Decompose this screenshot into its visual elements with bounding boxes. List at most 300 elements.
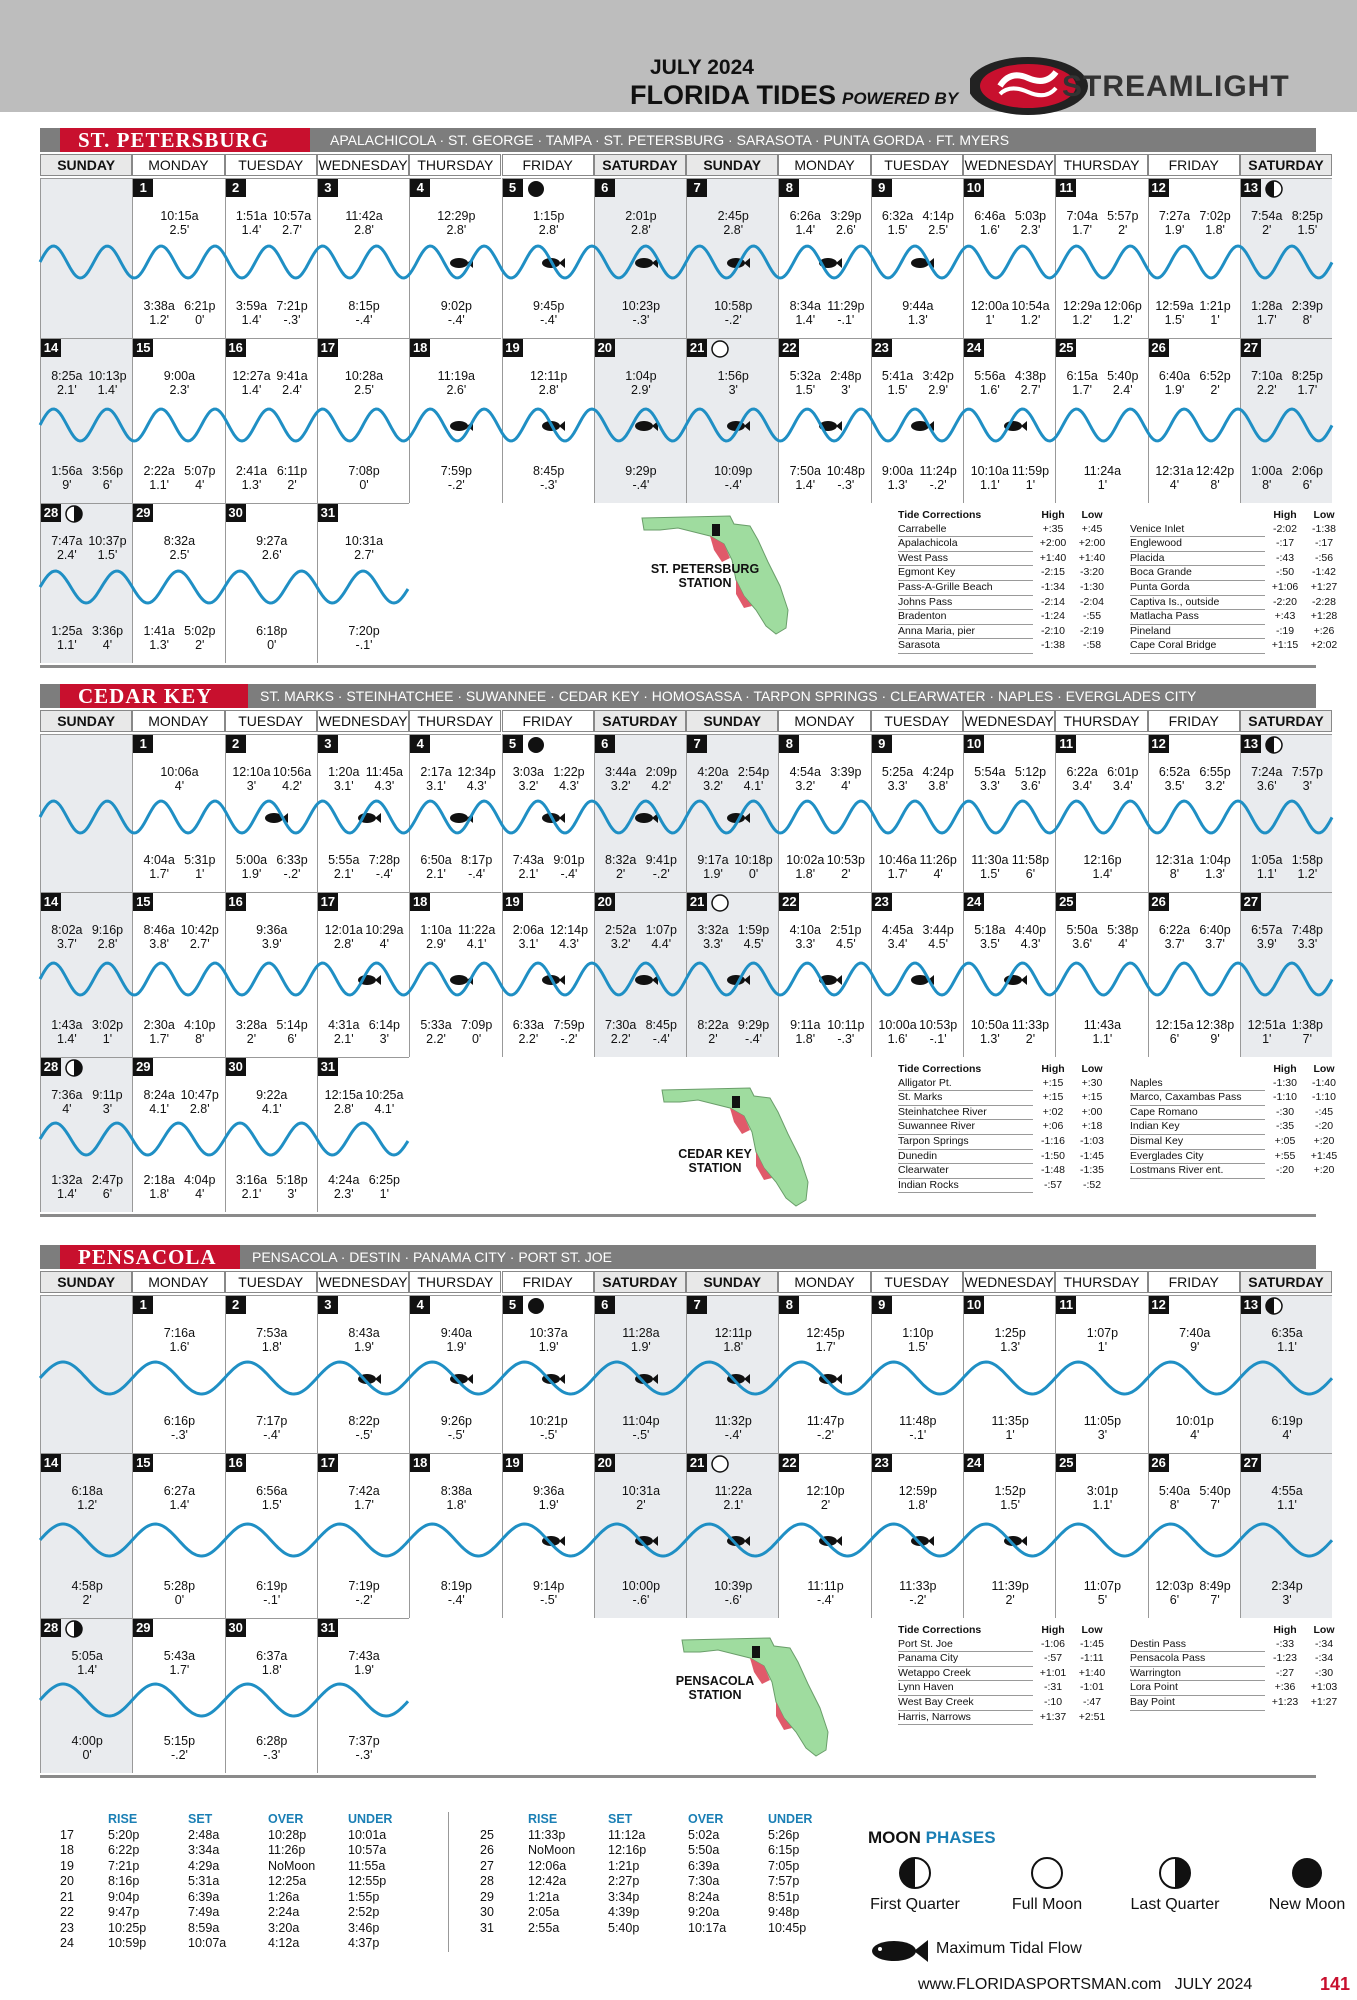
day-number: 8 [779, 1296, 799, 1314]
section-divider [40, 1775, 1316, 1778]
high-tide-height: 2.9' [631, 383, 651, 397]
high-correction: High [1041, 509, 1065, 521]
high-tide-value: 1:10p [902, 1326, 934, 1340]
low-tide-value: 7:09p [461, 1018, 493, 1032]
high-tide-value: 10:28a [344, 369, 384, 383]
corrections-table-right [1130, 1624, 1343, 1711]
moon-time: 10:07a [188, 1936, 227, 1950]
day-number: 29 [133, 504, 153, 522]
low-tide-height: 1.2' [1072, 313, 1093, 327]
low-correction: -1:45 [1080, 1637, 1104, 1650]
day-header: WEDNESDAY [317, 1271, 409, 1293]
moon-header-rise: RISE [108, 1812, 138, 1826]
high-tide-value: 2:54p [737, 765, 770, 779]
high-tide-value: 6:27a [163, 1484, 196, 1498]
high-correction: -1:24 [1041, 610, 1065, 623]
high-tide-height: 1.7' [169, 1663, 190, 1677]
high-tide-value: 7:48p [1291, 923, 1323, 937]
corrections-row [898, 581, 1111, 596]
day-number: 5 [503, 179, 523, 197]
location-name: Bay Point [1130, 1696, 1265, 1711]
moon-time: 5:26p [768, 1827, 800, 1842]
high-tide-value: 12:27a [232, 369, 271, 383]
low-correction: -:58 [1082, 639, 1102, 652]
low-tide-value: 7:19p [348, 1579, 380, 1593]
low-tide-height: 1.2' [1020, 313, 1041, 327]
tide-curve [40, 1348, 1332, 1408]
high-tide-value: 10:31a [621, 1484, 661, 1498]
moon-date: 20 [60, 1874, 74, 1888]
high-correction: High [1273, 1624, 1297, 1636]
station-label-line: CEDAR KEY [678, 1147, 752, 1161]
day-number: 15 [133, 339, 153, 357]
day-header: THURSDAY [1055, 154, 1147, 176]
low-tide-height: -.5' [540, 1593, 558, 1607]
corrections-table-left [898, 509, 1111, 654]
low-tide-value: 9:44a [902, 299, 934, 313]
corrections-row [898, 1696, 1111, 1711]
low-tide-height: 1.7' [887, 867, 908, 881]
high-tide-value: 2:51p [830, 923, 862, 937]
moon-time: 10:01a [348, 1827, 387, 1842]
high-tide-height: 2.3' [1020, 223, 1041, 237]
low-tide-height: 8' [1262, 478, 1272, 492]
high-tide-height: 3.3' [887, 779, 908, 793]
moon-time: 4:39p [608, 1905, 640, 1919]
low-tide-height: 3' [1097, 1428, 1108, 1442]
location-name: Port St. Joe [898, 1638, 1033, 1653]
tide-curve [40, 949, 1332, 1009]
high-tide-value: 10:37a [529, 1326, 568, 1340]
high-tide-height: 3' [728, 383, 738, 397]
moon-time: 5:31a [188, 1874, 220, 1888]
low-tide-value: 12:16p [1083, 853, 1122, 867]
low-tide-height: 1.4' [56, 1187, 77, 1201]
high-tide-value: 5:32a [789, 369, 821, 383]
day-number: 14 [41, 1454, 61, 1472]
low-tide-value: 10:02a [786, 853, 825, 867]
location-name: St. Marks [898, 1091, 1033, 1106]
low-tide-height: 0' [267, 638, 277, 652]
corrections-row [898, 1667, 1111, 1682]
low-tide-value: 8:45p [645, 1018, 677, 1032]
day-number: 1 [133, 735, 153, 753]
high-tide-height: 3.9' [261, 937, 282, 951]
low-correction: -:55 [1082, 610, 1102, 623]
high-tide-value: 5:12p [1014, 765, 1047, 779]
high-tide-value: 6:32a [881, 209, 914, 223]
day-header: TUESDAY [225, 710, 317, 732]
low-tide-value: 8:19p [440, 1579, 472, 1593]
low-correction: -:20 [1314, 1120, 1334, 1133]
high-tide-value: 7:54a [1251, 209, 1283, 223]
high-tide-height: 1.5' [97, 548, 118, 562]
low-tide-height: -.4' [447, 1593, 465, 1607]
low-tide-height: -.3' [283, 313, 301, 327]
tide-curve [40, 1510, 1332, 1570]
high-tide-height: 1.3' [1000, 1340, 1021, 1354]
corrections-row [1130, 639, 1343, 654]
high-tide-height: 2.5' [169, 223, 190, 237]
moon-table-row [60, 1905, 424, 1921]
station-label-line: STATION [678, 576, 732, 590]
low-tide-height: 1.8' [149, 1187, 170, 1201]
moon-time: 10:28p [268, 1827, 307, 1842]
low-tide-height: 2.1' [333, 1032, 354, 1046]
moon-time: 2:05a [528, 1905, 560, 1919]
high-tide-height: 1' [1097, 1340, 1108, 1354]
high-tide-height: 3.6' [1020, 779, 1041, 793]
low-tide-height: 0' [471, 1032, 482, 1046]
moon-time: 2:27p [608, 1874, 640, 1888]
high-tide-value: 5:18a [974, 923, 1006, 937]
day-number: 6 [595, 1296, 615, 1314]
low-tide-value: 7:30a [605, 1018, 637, 1032]
low-tide-height: -.3' [263, 1748, 281, 1762]
high-tide-height: 4' [62, 1102, 72, 1116]
corrections-row [898, 1135, 1111, 1150]
day-number: 17 [318, 1454, 338, 1472]
high-correction: -2:02 [1273, 522, 1297, 535]
high-tide-height: 1.5' [795, 383, 816, 397]
low-tide-height: 1.2' [1297, 867, 1318, 881]
high-tide-height: 2.6' [835, 223, 856, 237]
moon-header-under: UNDER [768, 1812, 813, 1826]
location-name: Placida [1130, 552, 1265, 567]
low-correction: +1:40 [1078, 551, 1106, 564]
moon-header-set: SET [608, 1812, 633, 1826]
low-tide-value: 10:50a [970, 1018, 1009, 1032]
low-tide-height: 6' [102, 478, 113, 492]
low-tide-height: 3' [379, 1032, 390, 1046]
day-header: MONDAY [132, 710, 224, 732]
day-number: 20 [595, 893, 615, 911]
low-correction: +1:40 [1078, 1666, 1106, 1679]
high-tide-value: 2:52a [605, 923, 637, 937]
high-tide-height: 1.4' [795, 223, 816, 237]
high-correction: +:15 [1042, 1076, 1064, 1089]
new-moon-icon [527, 1297, 545, 1315]
corrections-row [1130, 523, 1343, 538]
location-name: Matlacha Pass [1130, 610, 1265, 625]
high-tide-height: 1.8' [446, 1498, 467, 1512]
low-correction: +1:28 [1310, 610, 1338, 623]
moon-table-row [60, 1828, 424, 1844]
high-tide-value: 4:14p [922, 209, 954, 223]
day-number: 25 [1056, 893, 1076, 911]
location-name: Egmont Key [898, 566, 1033, 581]
day-number: 6 [595, 735, 615, 753]
location-name: Lostmans River ent. [1130, 1164, 1265, 1179]
low-correction: -2:04 [1080, 595, 1104, 608]
high-tide-value: 6:26a [789, 209, 821, 223]
low-tide-value: 8:22p [348, 1414, 380, 1428]
day-number: 9 [872, 1296, 892, 1314]
high-tide-value: 12:15a [324, 1088, 363, 1102]
corrections-row [898, 523, 1111, 538]
high-tide-value: 4:40p [1014, 923, 1047, 937]
low-tide-value: 11:32p [714, 1414, 752, 1428]
day-header: SUNDAY [686, 710, 778, 732]
low-tide-height: -.6' [724, 1593, 742, 1607]
high-tide-value: 7:43a [348, 1649, 380, 1663]
low-tide-value: 4:00p [71, 1734, 103, 1748]
low-correction: -1:45 [1080, 1149, 1104, 1162]
day-header: THURSDAY [409, 154, 501, 176]
day-number: 4 [410, 735, 430, 753]
high-tide-value: 5:40p [1199, 1484, 1231, 1498]
high-tide-height: 3.4' [1112, 779, 1133, 793]
day-header: FRIDAY [502, 154, 594, 176]
moon-table-row [480, 1859, 844, 1875]
low-tide-height: -.2' [909, 1593, 927, 1607]
moon-date: 19 [60, 1858, 74, 1873]
corrections-row [1130, 1150, 1343, 1165]
location-name: Everglades City [1130, 1150, 1265, 1165]
high-tide-value: 3:44p [922, 923, 954, 937]
high-correction: High [1041, 1624, 1065, 1636]
low-tide-height: 2' [82, 1593, 92, 1607]
high-tide-height: 1.8' [907, 1498, 928, 1512]
low-tide-height: -.2' [724, 313, 742, 327]
low-tide-height: 1.4' [241, 313, 262, 327]
low-tide-height: -.4' [375, 867, 393, 881]
low-tide-value: 1:41a [143, 624, 175, 638]
day-header: MONDAY [778, 154, 870, 176]
high-tide-height: 3.2' [703, 779, 723, 793]
moon-header-over: OVER [688, 1812, 724, 1826]
moon-time: 6:15p [768, 1843, 800, 1857]
low-tide-value: 1:05a [1251, 853, 1283, 867]
day-number: 12 [1149, 179, 1169, 197]
footer-site: www.FLORIDASPORTSMAN.com JULY 2024 [918, 1976, 1253, 1993]
high-tide-height: 1.8' [261, 1663, 282, 1677]
high-tide-value: 5:05a [71, 1649, 103, 1663]
corrections-row [1130, 1120, 1343, 1135]
high-tide-height: 3.3' [703, 937, 723, 951]
high-tide-height: 3.3' [979, 779, 1000, 793]
day-header: WEDNESDAY [317, 154, 409, 176]
low-tide-value: 2:34p [1271, 1579, 1303, 1593]
low-tide-value: 4:10p [184, 1018, 216, 1032]
low-tide-value: 11:26p [919, 853, 957, 867]
high-correction: -:30 [1275, 1105, 1295, 1118]
corrections-row [1130, 1106, 1343, 1121]
day-number: 5 [503, 1296, 523, 1314]
header-title: FLORIDA TIDES POWERED BY [630, 80, 959, 110]
high-correction: -:17 [1275, 537, 1295, 550]
high-correction: -1:23 [1273, 1652, 1297, 1665]
low-tide-height: 7' [1210, 1593, 1220, 1607]
high-tide-height: 3.8' [149, 937, 170, 951]
high-correction: -:33 [1275, 1637, 1295, 1650]
moon-time: 9:04p [108, 1889, 140, 1904]
high-tide-value: 5:40p [1107, 369, 1139, 383]
moon-date: 18 [60, 1843, 74, 1857]
corrections-row [1130, 581, 1343, 596]
station-label [630, 1147, 800, 1175]
high-tide-height: 4.3' [559, 779, 579, 793]
day-number: 28 [41, 1619, 61, 1637]
low-tide-value: 1:25a [51, 624, 83, 638]
moon-date: 27 [480, 1858, 494, 1873]
high-tide-height: 2.4' [56, 548, 77, 562]
corrections-row [1130, 566, 1343, 581]
high-tide-height: 1.5' [907, 1340, 928, 1354]
low-tide-value: 3:36p [91, 624, 124, 638]
low-tide-height: -.4' [560, 867, 578, 881]
moon-time: 4:29a [188, 1858, 220, 1873]
low-correction: -:30 [1314, 1666, 1334, 1679]
low-tide-value: 4:24a [328, 1173, 360, 1187]
low-tide-height: -.2' [447, 478, 465, 492]
high-tide-height: 1.9' [354, 1663, 374, 1677]
high-tide-value: 9:40a [440, 1326, 472, 1340]
low-tide-height: 1.4' [795, 313, 816, 327]
moon-table-row [480, 1874, 844, 1890]
high-tide-value: 1:10a [420, 923, 452, 937]
high-tide-height: 2' [820, 1498, 831, 1512]
high-tide-value: 10:57a [272, 209, 312, 223]
moon-table-row [60, 1843, 424, 1859]
moon-time: 3:46p [348, 1920, 380, 1935]
low-tide-value: 10:48p [826, 464, 865, 478]
low-tide-value: 10:39p [714, 1579, 753, 1593]
low-tide-height: 6' [1302, 478, 1313, 492]
high-tide-height: 2.8' [446, 223, 467, 237]
moon-table-row [60, 1874, 424, 1890]
day-number: 31 [318, 1619, 338, 1637]
high-tide-height: 2.8' [189, 1102, 210, 1116]
high-tide-value: 7:42a [348, 1484, 380, 1498]
high-tide-height: 2.2' [1256, 383, 1277, 397]
day-number: 15 [133, 1454, 153, 1472]
low-tide-height: 4' [1282, 1428, 1292, 1442]
corrections-row [1130, 552, 1343, 567]
high-tide-height: 3.4' [1072, 779, 1093, 793]
low-tide-value: 8:34a [789, 299, 821, 313]
high-correction: -1:50 [1041, 1149, 1065, 1162]
high-correction: +1:37 [1039, 1710, 1067, 1723]
moon-table-row [480, 1890, 844, 1906]
low-tide-value: 6:11p [276, 464, 308, 478]
low-tide-height: -.4' [724, 1428, 742, 1442]
high-tide-value: 9:36a [256, 923, 288, 937]
moon-date: 22 [60, 1905, 74, 1919]
day-number: 17 [318, 339, 338, 357]
low-tide-height: 2' [708, 1032, 718, 1046]
location-name [1130, 1624, 1265, 1638]
high-tide-height: 1.4' [97, 383, 118, 397]
moon-table-row [480, 1843, 844, 1859]
day-number: 21 [687, 339, 707, 357]
high-tide-value: 4:10a [789, 923, 821, 937]
high-tide-value: 12:14p [549, 923, 589, 937]
low-tide-value: 10:10a [970, 464, 1009, 478]
high-tide-height: 4.4' [651, 937, 672, 951]
low-tide-height: 1' [1025, 478, 1036, 492]
day-number: 23 [872, 339, 892, 357]
station-label-line: PENSACOLA [675, 1674, 755, 1688]
moon-time: 6:39a [688, 1858, 720, 1873]
high-tide-value: 4:38p [1014, 369, 1047, 383]
day-number: 11 [1056, 1296, 1076, 1314]
low-tide-height: -.4' [632, 478, 650, 492]
location-name: Englewood [1130, 537, 1265, 552]
high-tide-height: 4' [174, 779, 185, 793]
high-tide-value: 1:15p [533, 209, 565, 223]
low-tide-height: 0' [359, 478, 369, 492]
legend-full-moon: Full Moon [1011, 1896, 1083, 1913]
date-col [480, 1812, 528, 1828]
low-tide-value: 8:15p [348, 299, 380, 313]
low-tide-height: 1.8' [795, 1032, 816, 1046]
corrections-row [898, 1164, 1111, 1179]
high-tide-height: 3.7' [1164, 937, 1185, 951]
location-name: Johns Pass [898, 596, 1033, 611]
low-tide-value: 7:28p [368, 853, 400, 867]
moon-time: 6:22p [108, 1843, 140, 1857]
corrections-table-left [898, 1624, 1111, 1725]
low-tide-value: 8:49p [1199, 1579, 1231, 1593]
high-correction: +1:15 [1271, 639, 1299, 652]
low-correction: +:26 [1313, 624, 1335, 637]
location-name: Indian Rocks [898, 1179, 1033, 1194]
low-tide-height: 4' [933, 867, 943, 881]
low-tide-height: 1.2' [149, 313, 170, 327]
high-correction: -:50 [1275, 566, 1295, 579]
high-tide-height: 2.8' [354, 223, 374, 237]
low-tide-height: 1.1' [1256, 867, 1277, 881]
full-moon-icon [711, 1455, 729, 1473]
low-tide-height: 0' [195, 313, 205, 327]
day-number: 26 [1149, 1454, 1169, 1472]
corrections-row [898, 1624, 1111, 1638]
day-header: WEDNESDAY [963, 1271, 1055, 1293]
high-tide-value: 6:57a [1251, 923, 1283, 937]
low-tide-value: 11:07p [1083, 1579, 1122, 1593]
high-tide-value: 4:20a [697, 765, 729, 779]
day-header: SUNDAY [40, 154, 132, 176]
low-tide-value: 8:45p [533, 464, 565, 478]
high-correction: -:35 [1275, 1120, 1295, 1133]
low-tide-value: 1:00a [1251, 464, 1283, 478]
high-tide-value: 1:52p [994, 1484, 1026, 1498]
high-tide-value: 6:40p [1199, 923, 1231, 937]
low-tide-value: 6:50a [420, 853, 452, 867]
high-tide-value: 11:42a [345, 209, 383, 223]
high-tide-height: 2.1' [723, 1498, 744, 1512]
high-tide-height: 1.5' [887, 383, 908, 397]
high-tide-height: 4.1' [261, 1102, 282, 1116]
high-tide-height: 4.3' [374, 779, 395, 793]
high-tide-height: 3.1' [518, 937, 539, 951]
low-tide-value: 9:14p [533, 1579, 565, 1593]
low-tide-height: 1.3' [887, 478, 908, 492]
high-tide-height: 3.5' [979, 937, 1000, 951]
low-tide-height: -.3' [837, 478, 855, 492]
low-tide-value: 12:38p [1195, 1018, 1235, 1032]
full-moon-icon [711, 894, 729, 912]
high-correction: +2:00 [1039, 537, 1067, 550]
high-tide-value: 12:29p [437, 209, 476, 223]
low-tide-height: 0' [82, 1748, 92, 1762]
low-tide-height: -.2' [283, 867, 301, 881]
low-tide-height: 0' [174, 1593, 185, 1607]
high-tide-height: 2.8' [333, 937, 354, 951]
day-number: 22 [779, 893, 799, 911]
day-header: TUESDAY [871, 710, 963, 732]
